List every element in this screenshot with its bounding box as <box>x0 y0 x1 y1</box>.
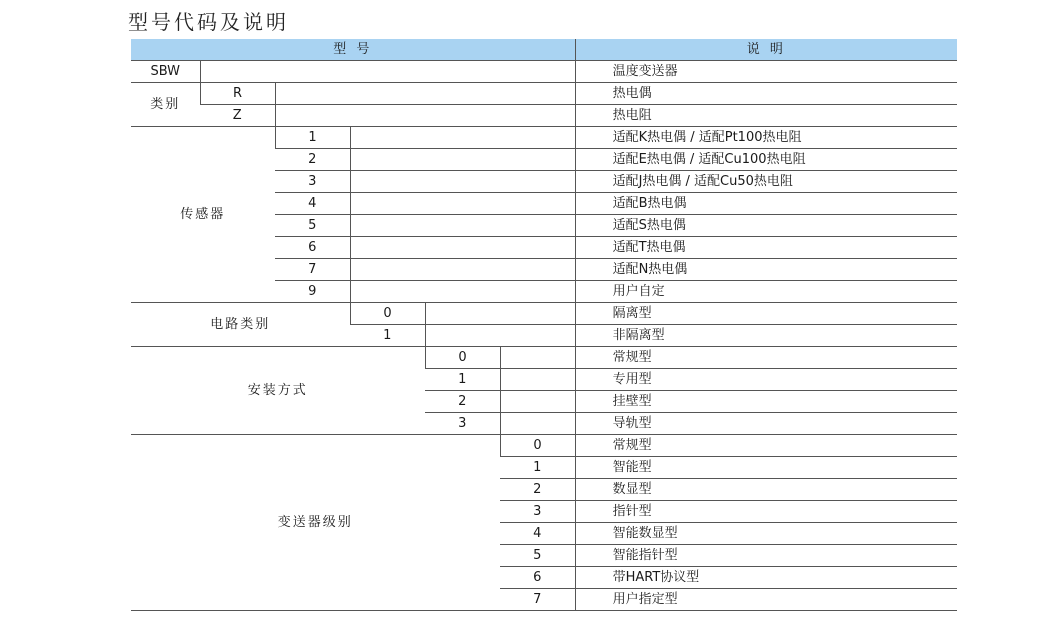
code-cell: 3 <box>500 501 575 523</box>
code-cell: 1 <box>425 369 500 391</box>
desc-cell: 适配K热电偶 / 适配Pt100热电阻 <box>575 127 957 149</box>
table-row <box>131 61 957 83</box>
code-cell: 9 <box>275 281 350 303</box>
circuit-label: 电路类别 <box>131 303 350 347</box>
level-label: 变送器级别 <box>131 435 500 611</box>
desc-cell: 常规型 <box>575 347 957 369</box>
table-row <box>131 105 957 127</box>
code-cell: 1 <box>500 457 575 479</box>
desc-cell: 专用型 <box>575 369 957 391</box>
desc-cell: 智能型 <box>575 457 957 479</box>
category-label: 类别 <box>131 83 200 127</box>
code-cell: R <box>200 83 275 105</box>
code-cell: 3 <box>425 413 500 435</box>
desc-cell: 适配S热电偶 <box>575 215 957 237</box>
desc-cell: 带HART协议型 <box>575 567 957 589</box>
desc-cell: 热电偶 <box>575 83 957 105</box>
code-cell: 2 <box>275 149 350 171</box>
page-title: 型号代码及说明 <box>128 10 289 34</box>
desc-cell: 用户指定型 <box>575 589 957 611</box>
code-cell: 7 <box>275 259 350 281</box>
code-cell: 7 <box>500 589 575 611</box>
model-code-table <box>131 39 957 611</box>
code-cell: 5 <box>500 545 575 567</box>
code-cell: 4 <box>500 523 575 545</box>
code-cell: 5 <box>275 215 350 237</box>
desc-cell: 挂壁型 <box>575 391 957 413</box>
desc-cell: 适配T热电偶 <box>575 237 957 259</box>
code-cell: 6 <box>275 237 350 259</box>
desc-cell: 导轨型 <box>575 413 957 435</box>
desc-cell: 常规型 <box>575 435 957 457</box>
desc-cell: 指针型 <box>575 501 957 523</box>
desc-cell: 适配J热电偶 / 适配Cu50热电阻 <box>575 171 957 193</box>
code-cell: 6 <box>500 567 575 589</box>
desc-cell: 适配E热电偶 / 适配Cu100热电阻 <box>575 149 957 171</box>
desc-cell: 数显型 <box>575 479 957 501</box>
desc-cell: 适配N热电偶 <box>575 259 957 281</box>
table-row <box>131 127 957 149</box>
desc-cell: 隔离型 <box>575 303 957 325</box>
header-desc: 说 明 <box>575 39 957 61</box>
header-model: 型 号 <box>131 39 575 61</box>
install-label: 安装方式 <box>131 347 425 435</box>
sbw-desc: 温度变送器 <box>575 61 957 83</box>
table-row <box>131 83 957 105</box>
code-cell: 0 <box>500 435 575 457</box>
table-header-row <box>131 39 957 61</box>
desc-cell: 热电阻 <box>575 105 957 127</box>
desc-cell: 智能数显型 <box>575 523 957 545</box>
desc-cell: 用户自定 <box>575 281 957 303</box>
code-cell: 2 <box>500 479 575 501</box>
code-cell: 4 <box>275 193 350 215</box>
code-cell: 3 <box>275 171 350 193</box>
code-cell: 1 <box>350 325 425 347</box>
code-cell: 0 <box>425 347 500 369</box>
table-row <box>131 347 957 369</box>
code-cell: 1 <box>275 127 350 149</box>
desc-cell: 适配B热电偶 <box>575 193 957 215</box>
code-cell: Z <box>200 105 275 127</box>
table-row <box>131 435 957 457</box>
desc-cell: 智能指针型 <box>575 545 957 567</box>
table-row <box>131 303 957 325</box>
code-cell: 2 <box>425 391 500 413</box>
desc-cell: 非隔离型 <box>575 325 957 347</box>
sensor-label: 传感器 <box>131 127 275 303</box>
sbw-code: SBW <box>131 61 200 83</box>
code-cell: 0 <box>350 303 425 325</box>
